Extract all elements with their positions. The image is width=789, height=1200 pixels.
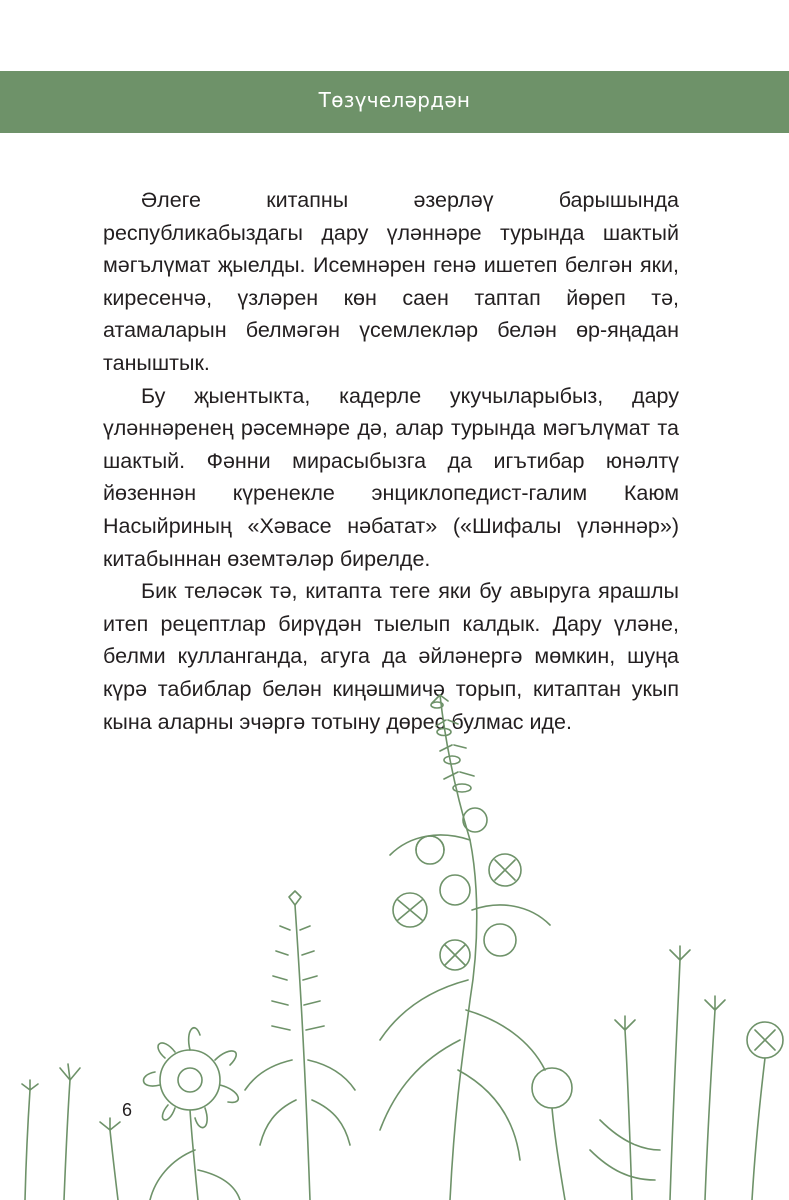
paragraph-2: Бу җыентыкта, кадерле укучыларыбыз, дару үләннәренең рәсемнәре дә, алар турында мәгълүмат та шактый. Фәнни мирасыбызга да игътибар юнәлтү йөзеннән күренекле энциклопедист-галим Каюм Насыйриның «Хәвасе нәбатат» («Шифалы үләннәр») китабыннан өземтәләр бирелде.: [103, 383, 679, 571]
wildflowers-illustration: [0, 680, 789, 1200]
fireweed-icon: [380, 695, 550, 1200]
page-number: 6: [122, 1100, 133, 1120]
paragraph-3: Бик теләсәк тә, китапта теге яки бу авыруга ярашлы итеп рецептлар бирүдән тыелып калдык. Дару үләне, белми кулланганда, агуга да әйләнергә мөмкин, шуңа күрә табиблар белән киңәшмичә торып, китаптан укып кына аларны эчәргә тотыну дөрес булмас иде.: [103, 579, 679, 734]
body-text: [103, 184, 679, 738]
paragraph-1: Әлеге китапны әзерләү барышында республикабыздагы дару үләннәре турында шактый мәгълүмат җыелды. Исемнәрен генә ишетеп белгән яки, киресенчә, үзләрен көн саен таптап йөреп тә, атамаларын белмәгән үсемлекләр белән өр-яңадан таныштык.: [103, 188, 679, 375]
right-flowers-icon: [532, 946, 783, 1200]
spike-plant-icon: [245, 891, 355, 1200]
carnation-icon: [22, 1064, 120, 1200]
section-title: Төзүчеләрдән: [318, 88, 471, 112]
daisy-icon: [144, 1028, 240, 1200]
